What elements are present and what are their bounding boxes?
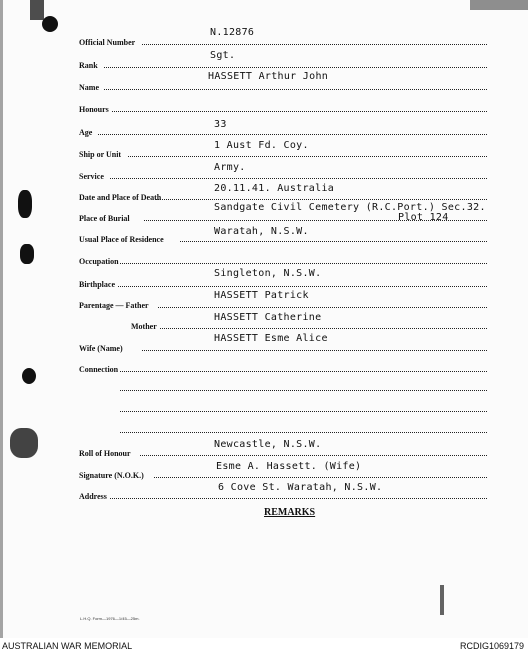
official-number-value: N.12876 bbox=[210, 27, 255, 38]
dotted-rule bbox=[142, 350, 487, 351]
ship-or-unit-label: Ship or Unit bbox=[79, 150, 122, 159]
mother-label: Mother bbox=[131, 322, 157, 331]
roll-of-honour-label: Roll of Honour bbox=[79, 449, 131, 458]
name-value: HASSETT Arthur John bbox=[208, 71, 329, 82]
wife-label: Wife (Name) bbox=[79, 344, 123, 353]
dotted-rule bbox=[112, 111, 487, 112]
honours-label: Honours bbox=[79, 105, 109, 114]
punch-hole bbox=[18, 190, 32, 218]
age-label: Age bbox=[79, 128, 93, 137]
scan-edge bbox=[0, 0, 3, 638]
usual-residence-label: Usual Place of Residence bbox=[79, 235, 164, 244]
dotted-rule bbox=[120, 390, 487, 391]
service-value: Army. bbox=[214, 162, 246, 173]
dotted-rule bbox=[120, 263, 487, 264]
scan-smudge bbox=[470, 0, 528, 10]
signature-value: Esme A. Hassett. (Wife) bbox=[216, 461, 362, 472]
dotted-rule bbox=[140, 455, 487, 456]
place-of-burial-value: Sandgate Civil Cemetery (R.C.Port.) Sec.32. bbox=[214, 202, 486, 213]
dotted-rule bbox=[154, 477, 487, 478]
dotted-rule bbox=[104, 89, 487, 90]
punch-hole bbox=[42, 16, 58, 32]
scan-smudge bbox=[440, 585, 444, 615]
dotted-rule bbox=[120, 411, 487, 412]
archive-footer bbox=[0, 638, 528, 654]
address-label: Address bbox=[79, 492, 107, 501]
dotted-rule bbox=[160, 328, 487, 329]
occupation-label: Occupation bbox=[79, 257, 119, 266]
dotted-rule bbox=[158, 307, 487, 308]
date-place-death-value: 20.11.41. Australia bbox=[214, 183, 335, 194]
dotted-rule bbox=[118, 286, 487, 287]
punch-hole bbox=[20, 244, 34, 264]
record-id: RCDIG1069179 bbox=[459, 641, 524, 651]
rank-label: Rank bbox=[79, 61, 98, 70]
dotted-rule bbox=[110, 178, 487, 179]
signature-label: Signature (N.O.K.) bbox=[79, 471, 144, 480]
punch-hole bbox=[22, 368, 36, 384]
mother-value: HASSETT Catherine bbox=[214, 312, 322, 323]
dotted-rule bbox=[98, 134, 487, 135]
address-value: 6 Cove St. Waratah, N.S.W. bbox=[218, 482, 383, 493]
birthplace-value: Singleton, N.S.W. bbox=[214, 268, 322, 279]
roll-of-honour-value: Newcastle, N.S.W. bbox=[214, 439, 322, 450]
dotted-rule bbox=[128, 156, 487, 157]
father-label: Parentage — Father bbox=[79, 301, 149, 310]
scan-smudge bbox=[30, 0, 44, 20]
father-value: HASSETT Patrick bbox=[214, 290, 309, 301]
remarks-heading: REMARKS bbox=[264, 507, 316, 518]
service-label: Service bbox=[79, 172, 104, 181]
dotted-rule bbox=[180, 241, 487, 242]
place-of-burial-plot: Plot 124 bbox=[398, 212, 449, 223]
wife-value: HASSETT Esme Alice bbox=[214, 333, 328, 344]
dotted-rule bbox=[142, 44, 487, 45]
form-number: L.H.Q. Form—1976—1/45—25m. bbox=[80, 616, 140, 621]
dotted-rule bbox=[120, 432, 487, 433]
dotted-rule bbox=[156, 199, 487, 200]
dotted-rule bbox=[110, 498, 487, 499]
date-place-death-label: Date and Place of Death bbox=[79, 193, 162, 202]
scan-smudge bbox=[10, 428, 38, 458]
ship-or-unit-value: 1 Aust Fd. Coy. bbox=[214, 140, 309, 151]
official-number-label: Official Number bbox=[79, 38, 136, 47]
rank-value: Sgt. bbox=[210, 50, 236, 61]
usual-residence-value: Waratah, N.S.W. bbox=[214, 226, 309, 237]
age-value: 33 bbox=[214, 119, 227, 130]
dotted-rule bbox=[120, 371, 487, 372]
connection-label: Connection bbox=[79, 365, 119, 374]
place-of-burial-label: Place of Burial bbox=[79, 214, 130, 223]
name-label: Name bbox=[79, 83, 99, 92]
dotted-rule bbox=[104, 67, 487, 68]
birthplace-label: Birthplace bbox=[79, 280, 115, 289]
institution-name: AUSTRALIAN WAR MEMORIAL bbox=[2, 641, 133, 651]
